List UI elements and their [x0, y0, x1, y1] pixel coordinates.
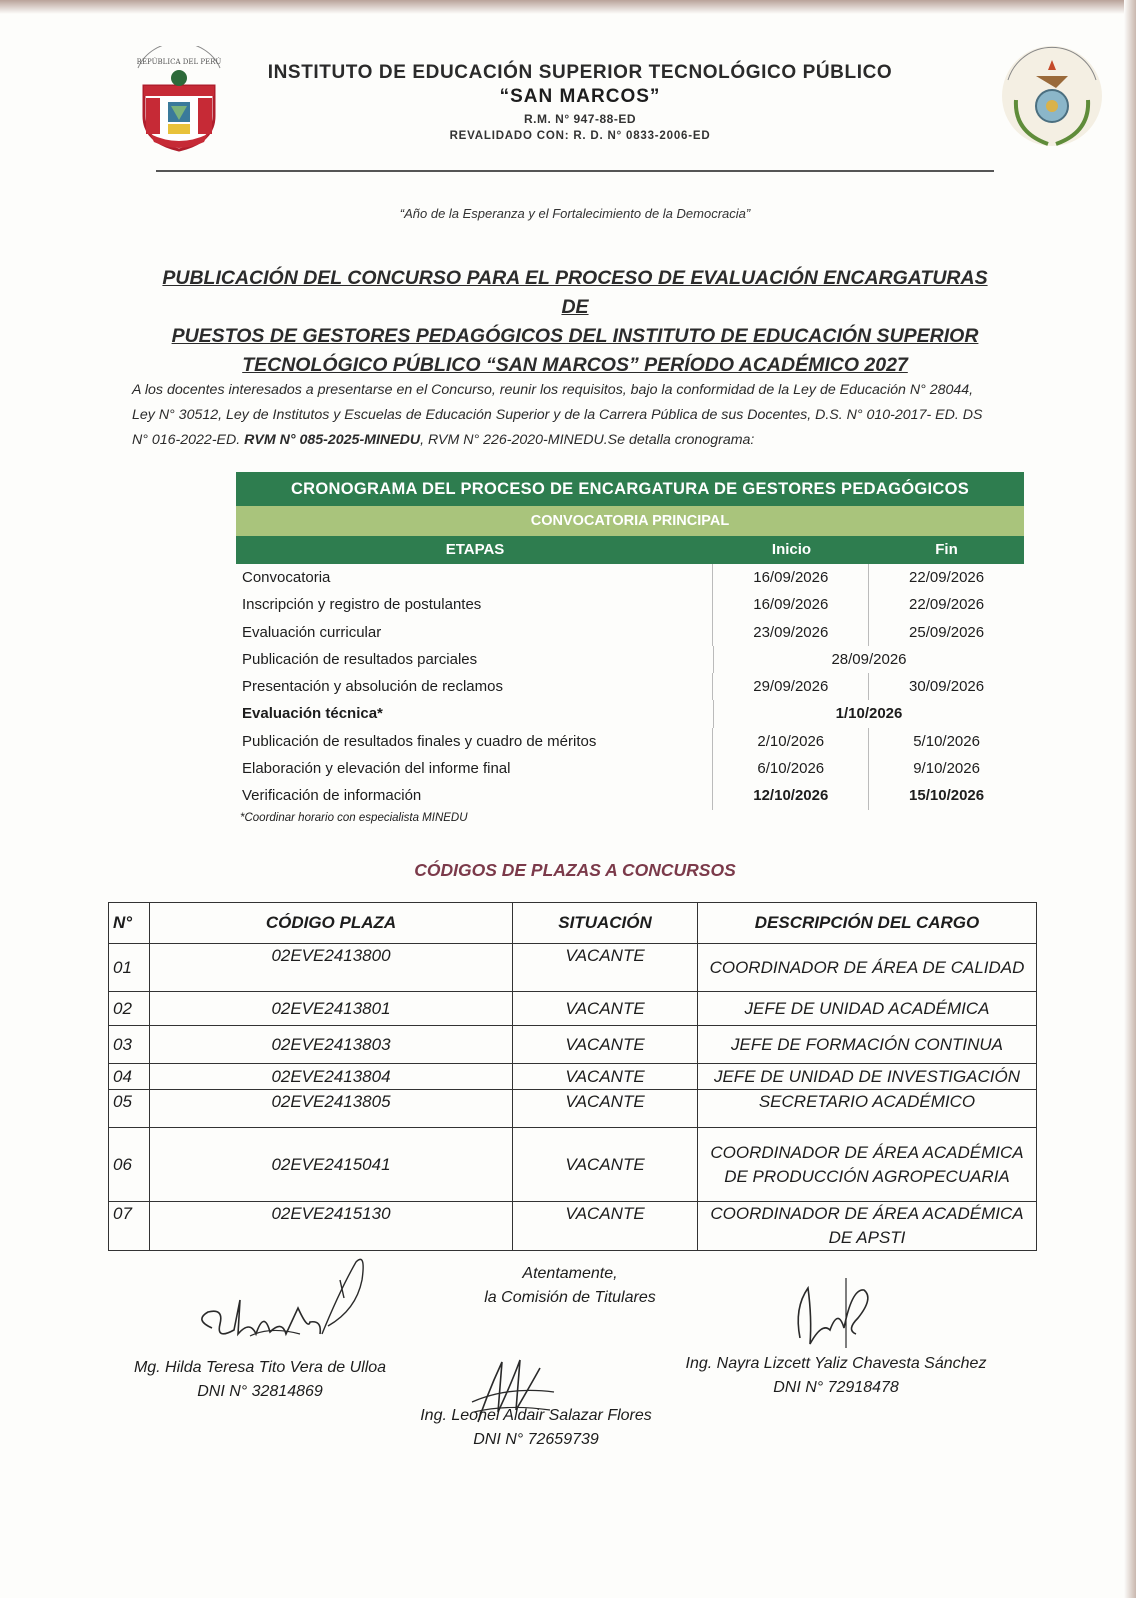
- san-marcos-logo-icon: [996, 40, 1108, 152]
- schedule-row: [236, 673, 1024, 700]
- closing-line-1: Atentamente,: [522, 1265, 618, 1282]
- plaza-description: JEFE DE FORMACIÓN CONTINUA: [698, 1026, 1037, 1064]
- plaza-code: 02EVE2415130: [150, 1202, 513, 1251]
- stage-start: 29/09/2026: [713, 673, 869, 700]
- stage-date: 1/10/2026: [835, 705, 903, 723]
- plaza-description: COORDINADOR DE ÁREA ACADÉMICA DE APSTI: [698, 1202, 1037, 1251]
- schedule-row: [236, 646, 1024, 673]
- col-description: DESCRIPCIÓN DEL CARGO: [698, 903, 1037, 944]
- signatory-2: [396, 1404, 676, 1452]
- schedule-header-row: [236, 536, 1024, 564]
- plaza-status: VACANTE: [513, 992, 698, 1026]
- schedule-row: [236, 564, 1024, 591]
- plaza-status: VACANTE: [513, 1202, 698, 1251]
- schedule-title: CRONOGRAMA DEL PROCESO DE ENCARGATURA DE GESTORES PEDAGÓGICOS: [236, 472, 1024, 506]
- signature-1: [190, 1250, 380, 1360]
- plaza-number: 03: [109, 1026, 150, 1064]
- intro-paragraph: [132, 378, 998, 453]
- stage-name: Evaluación curricular: [236, 619, 713, 646]
- plaza-description: COORDINADOR DE ÁREA DE CALIDAD: [698, 944, 1037, 992]
- peru-coat-of-arms-icon: [124, 46, 234, 156]
- plaza-number: 07: [109, 1202, 150, 1251]
- plaza-number: 05: [109, 1090, 150, 1128]
- signatory-name: Mg. Hilda Teresa Tito Vera de Ulloa: [133, 1359, 387, 1376]
- stage-end: 5/10/2026: [913, 732, 980, 750]
- table-row: [109, 1202, 1037, 1251]
- table-row: [109, 944, 1037, 992]
- plaza-status: VACANTE: [513, 944, 698, 992]
- col-start: Inicio: [771, 541, 812, 558]
- title-line-1: PUBLICACIÓN DEL CONCURSO PARA EL PROCESO DE EVALUACIÓN ENCARGATURAS DE: [162, 267, 988, 318]
- plaza-description: JEFE DE UNIDAD ACADÉMICA: [698, 992, 1037, 1026]
- schedule-row: [236, 782, 1024, 809]
- institution-name: INSTITUTO DE EDUCACIÓN SUPERIOR TECNOLÓGICO PÚBLICO: [267, 62, 893, 83]
- stage-end: 30/09/2026: [909, 678, 985, 696]
- stage-start: 23/09/2026: [713, 619, 869, 646]
- table-row: [109, 1090, 1037, 1128]
- stage-start: 16/09/2026: [713, 564, 869, 591]
- stage-name: Elaboración y elevación del informe final: [236, 755, 713, 782]
- stage-start: 2/10/2026: [713, 728, 869, 755]
- signatory-dni: DNI N° 72918478: [773, 1379, 899, 1396]
- table-row: [109, 992, 1037, 1026]
- signatory-name: Ing. Leonel Aldair Salazar Flores: [420, 1407, 652, 1424]
- schedule-table: [236, 472, 1024, 824]
- plaza-number: 06: [109, 1128, 150, 1202]
- schedule-footnote: *Coordinar horario con especialista MINEDU: [240, 811, 468, 824]
- signature-3: [786, 1268, 896, 1352]
- intro-text-end: , RVM N° 226-2020-MINEDU.Se detalla cronograma:: [420, 432, 755, 448]
- stage-end: 22/09/2026: [909, 569, 985, 586]
- stage-start: 12/10/2026: [713, 782, 869, 809]
- plaza-description: SECRETARIO ACADÉMICO: [698, 1090, 1037, 1128]
- plaza-description: COORDINADOR DE ÁREA ACADÉMICA DE PRODUCCIÓN AGROPECUARIA: [698, 1128, 1037, 1202]
- plaza-code: 02EVE2415041: [150, 1128, 513, 1202]
- schedule-row: [236, 591, 1024, 618]
- stage-name: Publicación de resultados parciales: [236, 646, 714, 673]
- page-edge: [0, 0, 1136, 14]
- institution-rm: R.M. N° 947-88-ED: [524, 112, 636, 126]
- intro-bold-reference: RVM N° 085-2025-MINEDU: [244, 432, 421, 448]
- col-end: Fin: [935, 541, 958, 558]
- plazas-header-row: [109, 903, 1037, 944]
- plaza-status: VACANTE: [513, 1090, 698, 1128]
- stage-end: 25/09/2026: [909, 623, 985, 641]
- col-stage: ETAPAS: [445, 541, 505, 558]
- table-row: [109, 1064, 1037, 1090]
- plaza-code: 02EVE2413803: [150, 1026, 513, 1064]
- stage-name: Convocatoria: [236, 564, 713, 591]
- table-row: [109, 1026, 1037, 1064]
- stage-date: 28/09/2026: [831, 650, 907, 668]
- plaza-number: 01: [109, 944, 150, 992]
- page-edge: [1124, 0, 1136, 1598]
- stage-end: 15/10/2026: [909, 787, 985, 805]
- plaza-code: 02EVE2413805: [150, 1090, 513, 1128]
- signatory-dni: DNI N° 32814869: [197, 1383, 323, 1400]
- stage-name: Inscripción y registro de postulantes: [236, 591, 713, 618]
- closing-line-2: la Comisión de Titulares: [484, 1289, 656, 1306]
- plaza-status: VACANTE: [513, 1064, 698, 1090]
- signatory-dni: DNI N° 72659739: [473, 1431, 599, 1448]
- stage-name: Publicación de resultados finales y cuadro de méritos: [236, 728, 713, 755]
- plaza-code: 02EVE2413801: [150, 992, 513, 1026]
- year-motto: “Año de la Esperanza y el Fortalecimiento de la Democracia”: [399, 206, 751, 221]
- stage-end: 9/10/2026: [913, 760, 980, 778]
- stage-start: 6/10/2026: [713, 755, 869, 782]
- svg-text:REPÚBLICA DEL PERÚ: REPÚBLICA DEL PERÚ: [136, 58, 222, 66]
- plazas-title: CÓDIGOS DE PLAZAS A CONCURSOS: [414, 860, 736, 880]
- stage-start: 16/09/2026: [713, 591, 869, 618]
- institution-short-name: “SAN MARCOS”: [499, 86, 661, 107]
- header-divider: [156, 170, 994, 172]
- title-line-2: PUESTOS DE GESTORES PEDAGÓGICOS DEL INSTITUTO DE EDUCACIÓN SUPERIOR: [171, 325, 979, 347]
- plaza-code: 02EVE2413804: [150, 1064, 513, 1090]
- document-title: [150, 264, 1000, 380]
- col-number: N°: [109, 903, 150, 944]
- schedule-row: [236, 728, 1024, 755]
- schedule-row: [236, 619, 1024, 646]
- institution-header: [250, 62, 910, 142]
- plaza-number: 04: [109, 1064, 150, 1090]
- schedule-row: [236, 755, 1024, 782]
- col-status: SITUACIÓN: [513, 903, 698, 944]
- stage-name: Presentación y absolución de reclamos: [236, 673, 713, 700]
- intro-text: A los docentes interesados a presentarse en el Concurso, reunir los requisitos, bajo la conformidad de la Ley de Educación N° 28044, Ley N° 30512, Ley de Institutos y Escuelas de Educación Superior y de la Carrera Pública de sus Docentes, D.S. N° 010-2017- ED. DS N° 016-2022-ED.: [132, 382, 983, 448]
- plazas-table: [108, 902, 1037, 1251]
- schedule-row: [236, 700, 1024, 727]
- stage-name: Verificación de información: [236, 782, 713, 809]
- title-line-3: TECNOLÓGICO PÚBLICO “SAN MARCOS” PERÍODO ACADÉMICO 2027: [242, 354, 908, 376]
- closing: [450, 1262, 690, 1310]
- plaza-status: VACANTE: [513, 1026, 698, 1064]
- table-row: [109, 1128, 1037, 1202]
- signatory-1: [110, 1356, 410, 1404]
- plaza-status: VACANTE: [513, 1128, 698, 1202]
- signatory-name: Ing. Nayra Lizcett Yaliz Chavesta Sánchez: [685, 1355, 987, 1372]
- plaza-code: 02EVE2413800: [150, 944, 513, 992]
- schedule-subtitle: CONVOCATORIA PRINCIPAL: [236, 506, 1024, 536]
- plaza-description: JEFE DE UNIDAD DE INVESTIGACIÓN: [698, 1064, 1037, 1090]
- signatory-3: [666, 1352, 1006, 1400]
- plaza-number: 02: [109, 992, 150, 1026]
- col-code: CÓDIGO PLAZA: [150, 903, 513, 944]
- stage-end: 22/09/2026: [909, 596, 985, 614]
- institution-revalidation: REVALIDADO CON: R. D. N° 0833-2006-ED: [449, 130, 711, 142]
- stage-name: Evaluación técnica*: [236, 700, 714, 727]
